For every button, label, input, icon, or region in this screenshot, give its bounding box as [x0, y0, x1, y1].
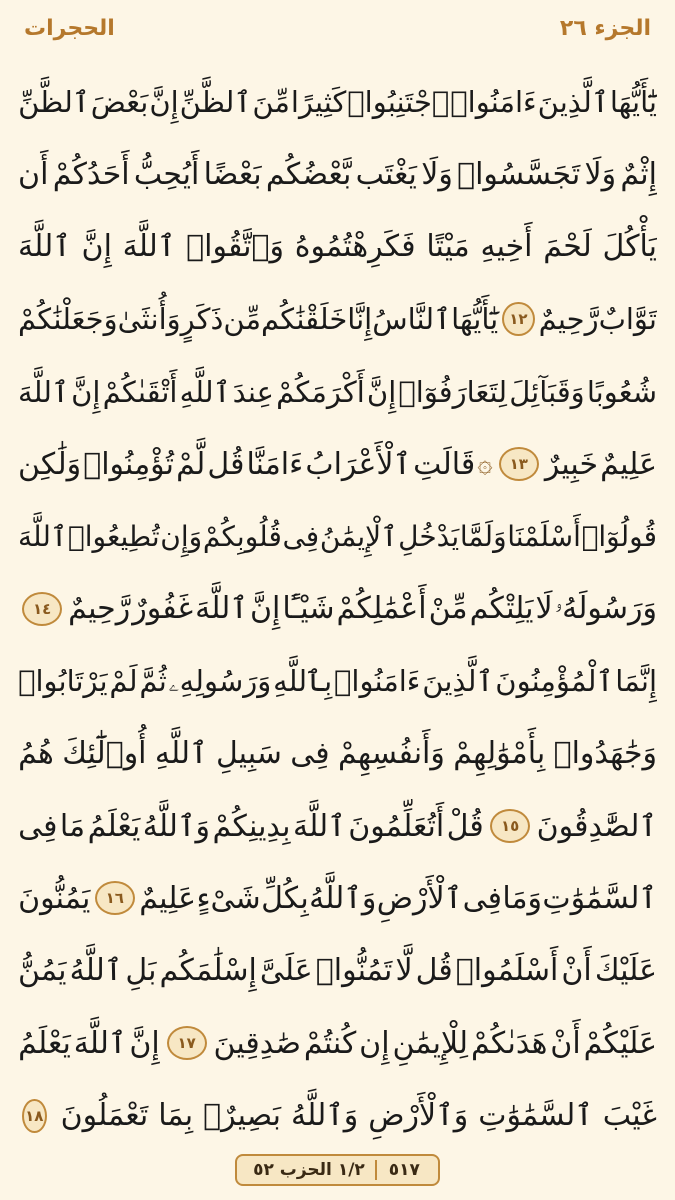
quran-word: وَأَنفُسِهِمْ [337, 736, 445, 772]
text-line [18, 428, 657, 500]
quran-word: قَالَتِ [413, 446, 476, 482]
quran-word: شَيْـًٔا [282, 591, 335, 627]
quran-word: عَلِيمٌ [600, 446, 657, 482]
quran-word: عَلَيْكَ [594, 953, 657, 989]
quran-word: قُلُوبِكُمْ [202, 520, 282, 554]
text-line [18, 645, 657, 717]
quran-word: أَعْمَٰلِكُمْ [336, 591, 427, 627]
quran-word: أَخِيهِ [480, 229, 533, 265]
text-line [18, 500, 657, 572]
quran-word: خَبِيرٌ [544, 446, 599, 482]
quran-word: لِتَعَارَفُوٓا۟ [398, 374, 508, 409]
quran-word: ٱلْمُؤْمِنُونَ [495, 664, 614, 699]
quran-word: وَجَٰهَدُوا۟ [553, 736, 657, 772]
quran-word: فِى [290, 736, 330, 772]
quran-word: كُنتُمْ [303, 1025, 357, 1061]
quran-word: ٱلسَّمَٰوَٰتِ [542, 880, 657, 916]
quran-word: ٱللَّهَ [195, 591, 248, 627]
quran-word: إِنَّ [71, 374, 101, 409]
ayah-number-marker: ١٥ [490, 809, 530, 843]
quran-word: بَّعْضُكُم [265, 157, 352, 193]
quran-word: إِثْمٌ [620, 157, 657, 193]
quran-word: ٱللَّهَ [73, 1025, 127, 1061]
quran-word: ٱللَّهُ [69, 953, 123, 989]
quran-word: قُلْ [446, 808, 484, 844]
text-line [18, 356, 657, 428]
quran-word: بِأَمْوَٰلِهِمْ [453, 736, 546, 772]
quran-word: بِمَا [158, 1098, 194, 1134]
text-line [18, 790, 657, 862]
quran-word: يَرْتَابُوا۟ [18, 664, 108, 699]
quran-word: إِن [359, 1025, 390, 1061]
quran-word: وَلَا [584, 157, 617, 193]
quran-word: تَوَّابٌ [598, 302, 657, 337]
text-line [18, 1007, 657, 1079]
quran-word: قُل [207, 446, 245, 482]
quran-word: رَّحِيمٌ [538, 302, 599, 337]
quran-word: مِّنْ [428, 591, 468, 627]
quran-word: إِنَّ [81, 229, 112, 265]
text-line [18, 718, 657, 790]
quran-word: ٱللَّهَ [18, 374, 70, 409]
ayah-number-marker: ١٧ [167, 1026, 207, 1060]
page-number: ٥١٧ [375, 1160, 432, 1180]
text-line [18, 573, 657, 645]
quran-word: أَنْ [550, 1025, 581, 1061]
quran-word: سَبِيلِ [215, 736, 282, 772]
quran-word: ءَامَنَّا [246, 446, 304, 482]
quran-word: أَكْرَمَكُمْ [276, 374, 365, 409]
quran-word: تَعْمَلُونَ [60, 1098, 149, 1134]
quran-word: أَسْلَمُوا۟ [455, 953, 559, 989]
quran-word: وَرَسُولَهُۥ [554, 591, 657, 627]
quran-word: غَفُورٌ [132, 591, 194, 627]
quran-word: قُولُوٓا۟ [581, 520, 657, 554]
quran-word: فَكَرِهْتُمُوهُ [294, 229, 416, 265]
quran-word: إِنَّ [149, 85, 179, 120]
quran-word: وَٱللَّهُ [142, 808, 211, 844]
quran-word: وَلَٰكِن [18, 446, 82, 482]
text-line [18, 283, 657, 355]
text-line [18, 138, 657, 210]
quran-word: وَأُنثَىٰ [117, 302, 181, 337]
quran-word: ٱللَّهَ [293, 808, 346, 844]
quran-word: فِى [18, 808, 58, 844]
quran-word: أَتْقَىٰكُمْ [102, 374, 178, 409]
ayah-number-marker: ١٦ [95, 881, 135, 915]
quran-word: تُؤْمِنُوا۟ [83, 446, 175, 482]
quran-word: ٱلنَّاسُ [372, 302, 452, 337]
hizb-star-icon: ۞ [477, 449, 493, 480]
quran-word: مِّنَ [252, 85, 290, 120]
quran-word: إِنَّمَا [615, 664, 657, 699]
quran-word: ٱلظَّنِّ [179, 85, 252, 120]
quran-word: وَلَا [421, 157, 453, 193]
text-line [18, 935, 657, 1007]
quran-word: أَتُعَلِّمُونَ [348, 808, 445, 844]
quran-word: بِٱللَّهِ [273, 664, 333, 699]
quran-word: وَقَبَآئِلَ [509, 374, 585, 409]
quran-word: وَٱللَّهُ [309, 880, 377, 916]
quran-word: أَيُحِبُّ [133, 157, 200, 193]
quran-word: لَمْ [109, 664, 138, 699]
juz-label: الجزء ٢٦ [559, 15, 651, 41]
quran-word: شَىْءٍ [196, 880, 261, 916]
quran-word: وَجَعَلْنَٰكُمْ [18, 302, 118, 337]
footer-ornament [235, 1154, 440, 1186]
hizb-indicator: ١/٢ الحزب ٥٢ [253, 1160, 365, 1180]
quran-word: ٱلْأَرْضِ [376, 880, 463, 916]
quran-word: شُعُوبًا [586, 374, 657, 409]
quran-word: بِدِينِكُمْ [212, 808, 291, 844]
quran-word: يَدْخُلِ [398, 520, 460, 554]
quran-word: ٱللَّهِ [154, 736, 208, 772]
quran-word: تَمُنُّوا۟ [315, 953, 393, 989]
text-line [18, 211, 657, 283]
quran-word: وَٱلْأَرْضِ [368, 1098, 469, 1134]
quran-word: هَدَىٰكُمْ [470, 1025, 548, 1061]
quran-word: خَلَقْنَٰكُم [261, 302, 348, 337]
quran-word: وَرَسُولِهِۦ [168, 663, 272, 698]
quran-word: ءَامَنُوا۟ [334, 664, 421, 699]
quran-word: ٱلْإِيمَٰنُ [319, 520, 398, 554]
quran-word: مَا [59, 808, 86, 844]
quran-word: أَسْلَمْنَا [507, 520, 581, 554]
quran-word: إِسْلَٰمَكُم [159, 953, 257, 989]
quran-word: ٱللَّهَ [122, 229, 176, 265]
quran-word: ٱلسَّمَٰوَٰتِ [478, 1098, 593, 1134]
quran-word: إِنَّا [347, 302, 373, 337]
quran-word: إِنَّ [366, 374, 397, 409]
quran-word: عَلَيْكُمْ [583, 1025, 657, 1061]
quran-word: ٱلْأَعْرَابُ [305, 446, 412, 482]
quran-word: ذَكَرٍ [180, 302, 224, 337]
ayah-number-marker: ١٤ [22, 592, 62, 626]
quran-word: ٱجْتَنِبُوا۟ [347, 85, 450, 120]
quran-word: ءَامَنُوا۟ [450, 85, 537, 120]
quran-word: مَيْتًا [426, 229, 470, 265]
quran-word: ٱللَّهَ [18, 229, 71, 265]
quran-word: أَن [18, 157, 49, 193]
quran-word: لَا [535, 591, 553, 627]
ayah-number-marker: ١٨ [22, 1099, 47, 1133]
quran-word: يَمُنُّ [18, 953, 67, 989]
quran-word: بَصِيرٌۢ [203, 1098, 282, 1134]
text-line [18, 66, 657, 138]
text-line [18, 862, 657, 934]
quran-word: ٱلظَّنِّ [18, 85, 90, 120]
quran-word: قُل [415, 953, 453, 989]
quran-word: عَلَىَّ [259, 953, 313, 989]
quran-word: بَعْضًا [203, 157, 262, 193]
quran-word: وَإِن [160, 520, 203, 554]
quran-word: يَٰٓأَيُّهَا [609, 85, 657, 120]
surah-title: الحجرات [24, 15, 115, 41]
text-line [18, 1079, 657, 1151]
quran-word: وَٱتَّقُوا۟ [186, 229, 284, 265]
quran-word: بَلِ [125, 953, 157, 989]
quran-word: لَّا [395, 953, 413, 989]
quran-word: بِكُلِّ [261, 880, 309, 916]
quran-word: إِنَّ [129, 1025, 160, 1061]
quran-word: يَٰٓأَيُّهَا [451, 302, 499, 337]
quran-word: صَٰدِقِينَ [213, 1025, 301, 1061]
quran-word: أَحَدُكُمْ [52, 157, 130, 193]
quran-word: إِنَّ [249, 591, 281, 627]
quran-word: كَثِيرًا [290, 85, 347, 120]
quran-word: لَّمْ [176, 446, 206, 482]
quran-word: ٱللَّهِ [179, 374, 231, 409]
quran-word: ٱلَّذِينَ [537, 85, 609, 120]
quran-word: أَنْ [561, 953, 592, 989]
quran-word: يَغْتَب [355, 157, 417, 193]
quran-word: لِلْإِيمَٰنِ [392, 1025, 469, 1061]
quran-word: يَعْلَمُ [87, 808, 141, 844]
ayah-number-marker: ١٢ [502, 302, 534, 336]
quran-word: وَلَمَّا [459, 520, 507, 554]
quran-word: ٱلَّذِينَ [422, 664, 494, 699]
ayah-number-marker: ١٣ [499, 447, 539, 481]
quran-word: ثُمَّ [139, 664, 167, 699]
quran-word: مِّن [223, 302, 261, 337]
quran-word: فِى [462, 880, 502, 916]
quran-word: ٱلصَّٰدِقُونَ [536, 808, 657, 844]
quran-word: ٱللَّهَ [18, 520, 68, 554]
quran-word: يَعْلَمُ [18, 1025, 71, 1061]
quran-word: أُو۟لَٰٓئِكَ [62, 736, 147, 772]
quran-word: فِى [282, 520, 320, 554]
quran-word: عَلِيمٌ [139, 880, 197, 916]
quran-word: هُمُ [18, 736, 54, 772]
page-header [0, 8, 675, 48]
quran-word: غَيْبَ [602, 1098, 657, 1134]
quran-word: تُطِيعُوا۟ [67, 520, 160, 554]
quran-word: يَلِتْكُم [469, 591, 534, 627]
quran-word: يَأْكُلَ [602, 229, 657, 265]
quran-word: عِندَ [232, 374, 274, 409]
quran-word: لَحْمَ [543, 229, 592, 265]
page-footer [0, 1152, 675, 1188]
quran-word: وَٱللَّهُ [291, 1098, 359, 1134]
quran-word: يَمُنُّونَ [18, 880, 91, 916]
quran-word: بَعْضَ [90, 85, 149, 120]
quran-word: تَجَسَّسُوا۟ [457, 157, 581, 193]
quran-word: رَّحِيمٌ [68, 591, 131, 627]
quran-word: وَمَا [502, 880, 543, 916]
quran-text-area [18, 66, 657, 1152]
